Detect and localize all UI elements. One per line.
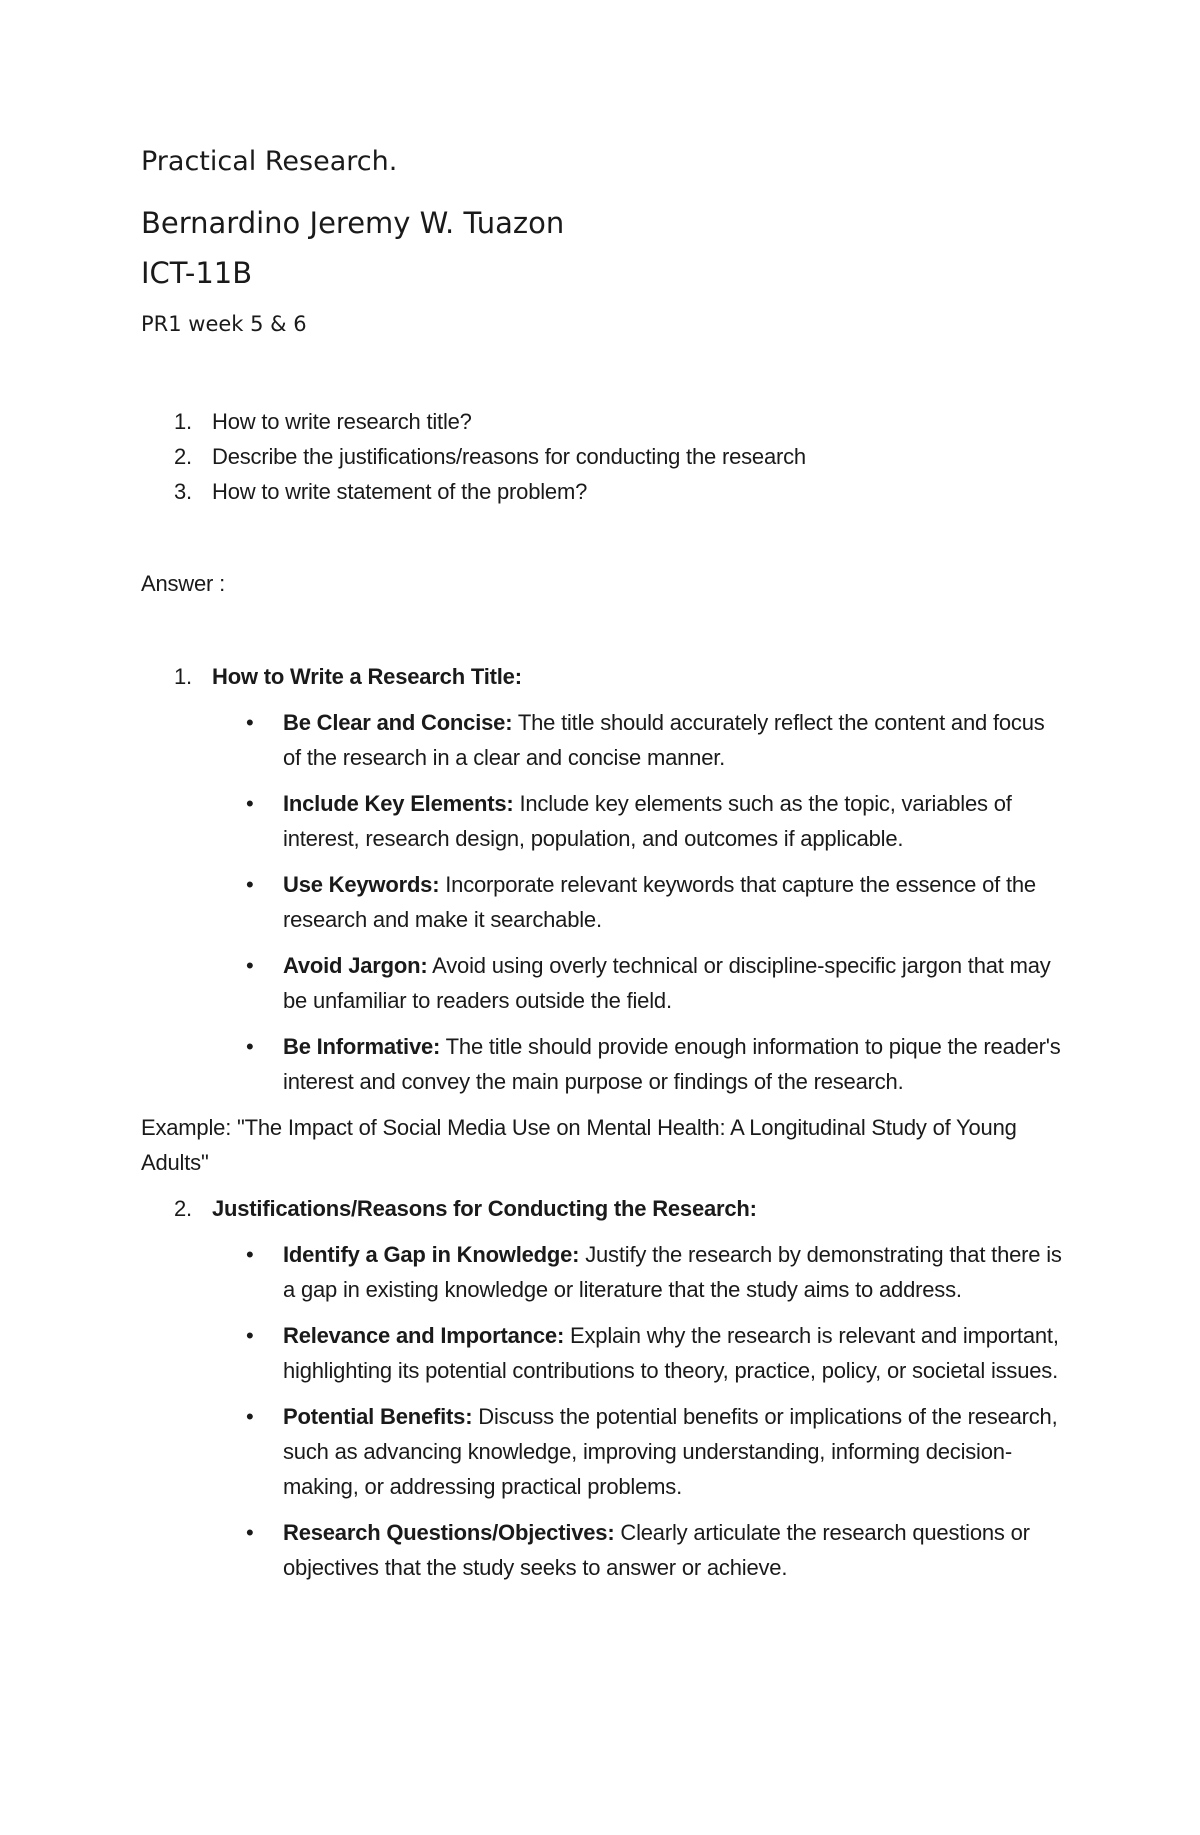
bullet-term: Potential Benefits: [283, 1404, 473, 1429]
bullet-term: Be Clear and Concise: [283, 710, 513, 735]
bullet-term: Research Questions/Objectives: [283, 1520, 615, 1545]
document-title: Practical Research. [141, 146, 398, 177]
bullet-item [0, 786, 1065, 856]
question-list [0, 404, 1200, 509]
question-number: 2. [174, 444, 192, 469]
bullet-text: The title should provide enough information to pique the reader's interest and convey the main purpose or findings of the research. [283, 1034, 1061, 1094]
bullet-icon: • [246, 953, 254, 978]
author-name: Bernardino Jeremy W. Tuazon [141, 206, 565, 240]
bullet-item [0, 1318, 1065, 1388]
question-item [0, 439, 1200, 474]
section-heading [0, 1191, 1200, 1226]
section-heading [0, 659, 1200, 694]
answer-label: Answer : [141, 571, 225, 596]
bullet-term: Avoid Jargon: [283, 953, 428, 978]
bullet-icon: • [246, 872, 254, 897]
section-number: 2. [174, 1196, 192, 1221]
bullet-term: Be Informative: [283, 1034, 441, 1059]
bullet-text: Avoid using overly technical or discipline-specific jargon that may be unfamiliar to readers outside the field. [283, 953, 1051, 1013]
bullet-term: Identify a Gap in Knowledge: [283, 1242, 580, 1267]
bullet-item [0, 1399, 1065, 1504]
question-number: 3. [174, 479, 192, 504]
question-text: Describe the justifications/reasons for conducting the research [212, 444, 806, 469]
bullet-item [0, 705, 1065, 775]
bullet-icon: • [246, 1242, 254, 1267]
bullet-icon: • [246, 1520, 254, 1545]
question-number: 1. [174, 409, 192, 434]
question-item [0, 404, 1200, 439]
bullet-text: Clearly articulate the research questions or objectives that the study seeks to answer or achieve. [283, 1520, 1030, 1580]
bullet-text: Explain why the research is relevant and important, highlighting its potential contributions to theory, practice, policy, or societal issues. [283, 1323, 1059, 1383]
bullet-term: Include Key Elements: [283, 791, 514, 816]
bullet-icon: • [246, 710, 254, 735]
bullet-text: Include key elements such as the topic, variables of interest, research design, population, and outcomes if applicable. [283, 791, 1012, 851]
example-title: Example: "The Impact of Social Media Use on Mental Health: A Longitudinal Study of Young Adults" [141, 1115, 1017, 1175]
bullet-item [0, 1237, 1065, 1307]
bullet-icon: • [246, 1404, 254, 1429]
question-text: How to write statement of the problem? [212, 479, 588, 504]
bullet-item [0, 948, 1065, 1018]
bullet-text: Discuss the potential benefits or implications of the research, such as advancing knowledge, improving understanding, informing decision-making, or addressing practical problems. [283, 1404, 1058, 1499]
section-title: How to Write a Research Title: [212, 664, 522, 689]
bullet-term: Use Keywords: [283, 872, 440, 897]
question-text: How to write research title? [212, 409, 472, 434]
bullet-item [0, 1029, 1065, 1099]
bullet-item [0, 1515, 1065, 1585]
bullet-item [0, 867, 1065, 937]
question-item [0, 474, 1200, 509]
bullet-text: The title should accurately reflect the content and focus of the research in a clear and concise manner. [283, 710, 1045, 770]
bullet-icon: • [246, 1323, 254, 1348]
week-label: PR1 week 5 & 6 [141, 312, 307, 336]
class-section: ICT-11B [141, 256, 253, 290]
bullet-icon: • [246, 791, 254, 816]
bullet-text: Incorporate relevant keywords that capture the essence of the research and make it searchable. [283, 872, 1036, 932]
bullet-term: Relevance and Importance: [283, 1323, 565, 1348]
answer-section-research-title [0, 659, 1200, 1099]
section-title: Justifications/Reasons for Conducting the Research: [212, 1196, 757, 1221]
bullet-icon: • [246, 1034, 254, 1059]
section-number: 1. [174, 664, 192, 689]
answer-section-justifications [0, 1191, 1200, 1585]
bullet-text: Justify the research by demonstrating that there is a gap in existing knowledge or literature that the study aims to address. [283, 1242, 1062, 1302]
